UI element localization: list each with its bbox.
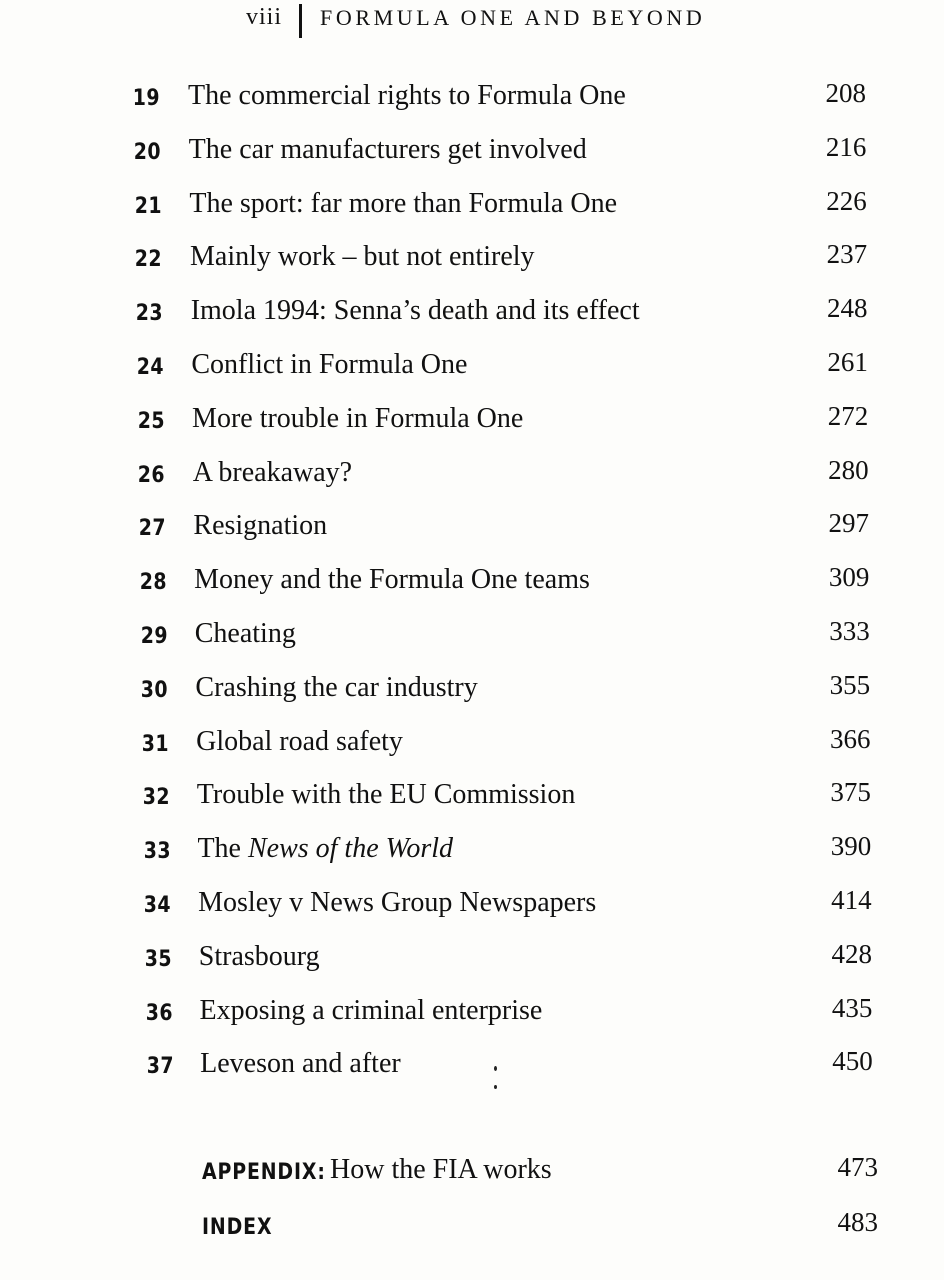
chapter-page: 390	[830, 831, 872, 862]
toc-row[interactable]	[0, 1046, 944, 1100]
toc-row[interactable]	[0, 562, 944, 616]
toc-row[interactable]	[0, 455, 944, 509]
chapter-number: 31	[141, 731, 169, 757]
chapter-title: Crashing the car industry	[195, 671, 478, 703]
chapter-page: 435	[831, 992, 873, 1023]
toc-row-index[interactable]	[0, 1205, 944, 1260]
toc-row[interactable]	[0, 939, 944, 993]
chapter-page: 450	[832, 1046, 873, 1077]
appendix-title: How the FIA works	[330, 1154, 552, 1185]
chapter-number: 26	[138, 462, 166, 488]
chapter-title: Exposing a criminal enterprise	[199, 994, 543, 1026]
chapter-title: Cheating	[194, 617, 296, 649]
chapter-number: 22	[135, 247, 163, 273]
chapter-page: 237	[826, 239, 868, 270]
running-head	[0, 2, 944, 42]
chapter-page: 366	[830, 723, 871, 754]
chapter-title: Mainly work – but not entirely	[190, 241, 535, 273]
toc-row[interactable]	[0, 616, 944, 670]
chapter-number: 29	[140, 623, 168, 649]
chapter-number: 23	[135, 301, 163, 327]
table-of-contents	[0, 78, 944, 1100]
toc-row[interactable]	[0, 239, 944, 293]
toc-row[interactable]	[0, 347, 944, 401]
appendix-label: APPENDIX:	[202, 1160, 326, 1185]
chapter-title: Leveson and after	[200, 1048, 401, 1080]
index-page: 483	[837, 1207, 878, 1237]
toc-row[interactable]	[0, 831, 944, 885]
chapter-title: Trouble with the EU Commission	[196, 779, 576, 811]
chapter-number: 27	[138, 516, 166, 542]
chapter-page: 375	[830, 777, 871, 808]
chapter-page: 309	[828, 562, 870, 593]
chapter-title: Imola 1994: Senna’s death and its effect	[190, 295, 640, 327]
chapter-title: Global road safety	[196, 725, 403, 757]
running-head-title: FORMULA ONE AND BEYOND	[320, 5, 706, 30]
chapter-page: 280	[828, 454, 869, 485]
toc-row[interactable]	[0, 293, 944, 347]
chapter-title: The car manufacturers get involved	[188, 133, 587, 165]
chapter-number: 35	[144, 946, 172, 972]
chapter-page: 272	[827, 400, 869, 431]
chapter-number: 33	[143, 839, 171, 865]
chapter-title: More trouble in Formula One	[192, 402, 524, 434]
chapter-page: 261	[827, 346, 868, 377]
chapter-title: A breakaway?	[192, 456, 353, 488]
chapter-number: 34	[144, 892, 172, 918]
chapter-page: 216	[825, 131, 867, 162]
chapter-number: 19	[132, 86, 160, 111]
chapter-title: Conflict in Formula One	[191, 348, 468, 380]
chapter-number: 20	[133, 139, 161, 165]
chapter-title: Money and the Formula One teams	[194, 564, 590, 596]
print-speck	[494, 1066, 497, 1071]
chapter-number: 24	[136, 354, 164, 380]
toc-row[interactable]	[0, 885, 944, 939]
print-speck	[494, 1085, 497, 1089]
toc-row[interactable]	[0, 132, 944, 186]
toc-row[interactable]	[0, 78, 944, 132]
appendix-page: 473	[837, 1152, 878, 1182]
index-label: INDEX	[202, 1215, 273, 1240]
chapter-number: 37	[146, 1054, 174, 1080]
chapter-page: 248	[827, 293, 868, 324]
backmatter	[0, 1150, 944, 1260]
chapter-page: 333	[829, 615, 870, 646]
chapter-title	[197, 833, 453, 865]
chapter-number: 30	[141, 677, 169, 703]
chapter-number: 21	[134, 193, 162, 219]
page-folio: viii	[246, 4, 283, 30]
toc-row[interactable]	[0, 401, 944, 455]
toc-row[interactable]	[0, 508, 944, 562]
toc-row[interactable]	[0, 993, 944, 1047]
chapter-title: Resignation	[193, 510, 328, 542]
toc-row[interactable]	[0, 670, 944, 724]
chapter-title-prefix: The	[197, 833, 248, 865]
chapter-page: 208	[825, 78, 866, 108]
toc-row[interactable]	[0, 724, 944, 778]
chapter-title: The sport: far more than Formula One	[189, 187, 617, 219]
chapter-number: 28	[139, 570, 167, 596]
chapter-title: Strasbourg	[198, 940, 320, 972]
chapter-page: 297	[828, 508, 869, 539]
chapter-title: Mosley v News Group Newspapers	[198, 886, 597, 918]
toc-row-appendix[interactable]	[0, 1150, 944, 1205]
chapter-page: 428	[831, 938, 872, 969]
chapter-number: 25	[137, 408, 165, 434]
chapter-number: 36	[145, 1000, 173, 1026]
chapter-number: 32	[142, 785, 170, 811]
running-head-divider	[299, 4, 302, 38]
chapter-page: 355	[829, 669, 871, 700]
toc-row[interactable]	[0, 777, 944, 831]
chapter-page: 226	[826, 185, 867, 216]
chapter-title-italic: News of the World	[247, 833, 454, 865]
chapter-page: 414	[831, 884, 872, 915]
toc-row[interactable]	[0, 186, 944, 240]
chapter-title: The commercial rights to Formula One	[188, 80, 626, 111]
